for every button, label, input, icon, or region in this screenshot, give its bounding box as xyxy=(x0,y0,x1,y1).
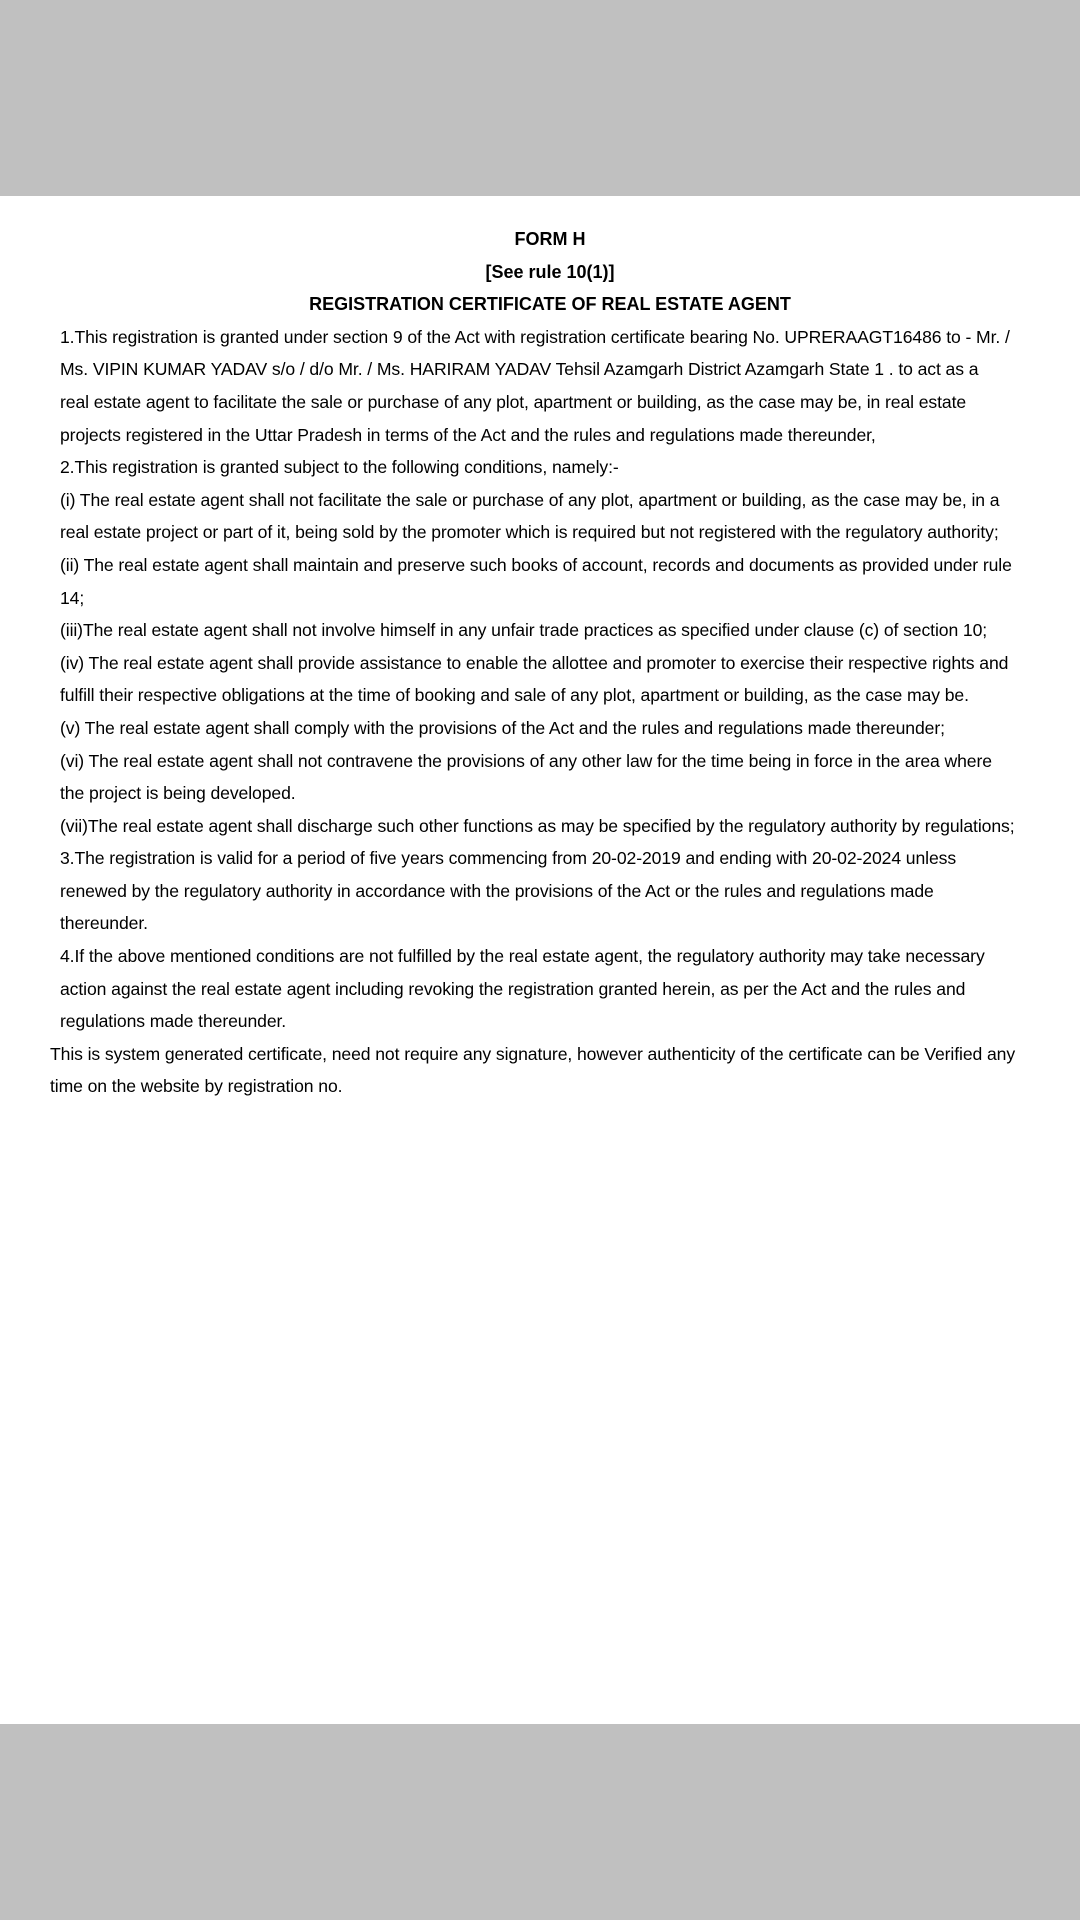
note-line: time on the website by registration no. xyxy=(50,1076,343,1097)
form-name: FORM H xyxy=(514,229,586,249)
paragraph-line: real estate project or part of it, being sold by the promoter which is required but not registered with the regulatory authority; xyxy=(60,522,999,543)
certificate-paragraph xyxy=(0,614,1080,647)
paragraph-line: (vi) The real estate agent shall not contravene the provisions of any other law for the time being in force in the area where xyxy=(60,750,992,771)
paragraph-line: 2.This registration is granted subject to the following conditions, namely:- xyxy=(60,457,619,478)
paragraph-line: 4.If the above mentioned conditions are not fulfilled by the real estate agent, the regulatory authority may take necessary xyxy=(60,946,985,967)
paragraph-line: real estate agent to facilitate the sale or purchase of any plot, apartment or building, as the case may be, in real estate xyxy=(60,391,967,412)
bottom-gray-band xyxy=(0,1724,1080,1920)
paragraph-line: projects registered in the Uttar Pradesh in terms of the Act and the rules and regulations made thereunder, xyxy=(60,424,876,445)
certificate-title: REGISTRATION CERTIFICATE OF REAL ESTATE AGENT xyxy=(309,294,791,315)
paragraph-line: regulations made thereunder. xyxy=(60,1011,287,1032)
paragraph-line: (i) The real estate agent shall not facilitate the sale or purchase of any plot, apartment or building, as the case may be, in a xyxy=(60,489,1000,510)
certificate-paragraph xyxy=(0,549,1080,614)
certificate-paragraph xyxy=(0,451,1080,484)
certificate-paragraph xyxy=(0,647,1080,712)
certificate-page xyxy=(0,196,1080,1724)
top-gray-band xyxy=(0,0,1080,196)
certificate-paragraph xyxy=(0,745,1080,810)
paragraph-line: 14; xyxy=(60,587,85,608)
paragraph-line: Ms. VIPIN KUMAR YADAV s/o / d/o Mr. / Ms. HARIRAM YADAV Tehsil Azamgarh District Azamgarh State 1 . to act as a xyxy=(60,359,979,380)
paragraph-line: (ii) The real estate agent shall maintain and preserve such books of account, records and documents as provided under rule xyxy=(60,554,1012,575)
paragraph-line: the project is being developed. xyxy=(60,783,296,804)
paragraph-line: renewed by the regulatory authority in accordance with the provisions of the Act or the rules and regulations made xyxy=(60,880,934,901)
paragraph-line: (iii)The real estate agent shall not involve himself in any unfair trade practices as specified under clause (c) of section 10; xyxy=(60,620,988,641)
rule-reference: [See rule 10(1)] xyxy=(485,261,615,282)
note-line: This is system generated certificate, need not require any signature, however authenticity of the certificate can be Verified any xyxy=(50,1043,1016,1064)
certificate-paragraph xyxy=(0,810,1080,843)
certificate-paragraph xyxy=(0,940,1080,1038)
paragraph-line: (iv) The real estate agent shall provide assistance to enable the allottee and promoter to exercise their respective rights and xyxy=(60,652,1009,673)
certificate-content xyxy=(0,223,1080,1103)
paragraph-line: (vii)The real estate agent shall discharge such other functions as may be specified by the regulatory authority by regulations; xyxy=(60,815,1015,836)
paragraph-line: thereunder. xyxy=(60,913,148,934)
certificate-body xyxy=(0,321,1080,1038)
paragraph-line: 1.This registration is granted under section 9 of the Act with registration certificate bearing No. UPRERAAGT16486 to - Mr. / xyxy=(60,326,1010,347)
certificate-paragraph xyxy=(0,712,1080,745)
paragraph-line: fulfill their respective obligations at the time of booking and sale of any plot, apartment or building, as the case may be. xyxy=(60,685,969,706)
certificate-paragraph xyxy=(0,842,1080,940)
paragraph-line: 3.The registration is valid for a period of five years commencing from 20-02-2019 and ending with 20-02-2024 unless xyxy=(60,848,957,869)
paragraph-line: action against the real estate agent including revoking the registration granted herein, as per the Act and the rules and xyxy=(60,978,966,999)
paragraph-line: (v) The real estate agent shall comply with the provisions of the Act and the rules and regulations made thereunder; xyxy=(60,717,945,738)
system-generated-note xyxy=(0,1038,1080,1103)
certificate-paragraph xyxy=(0,484,1080,549)
certificate-paragraph xyxy=(0,321,1080,451)
